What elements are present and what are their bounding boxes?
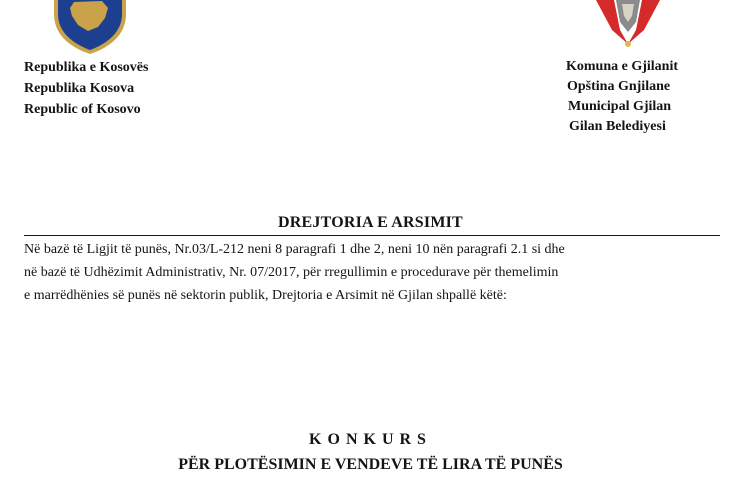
- department-heading: DREJTORIA E ARSIMIT: [278, 214, 463, 231]
- intro-paragraph: [24, 238, 724, 307]
- country-name-serbian: Republika Kosova: [24, 81, 135, 96]
- cutoff-text-line: [140, 478, 570, 486]
- konkurs-subtitle: PËR PLOTËSIMIN E VENDEVE TË LIRA TË PUNËS: [178, 456, 563, 473]
- header-right-municipality: [566, 57, 678, 137]
- intro-line: e marrëdhënies së punës në sektorin publik, Drejtoria e Arsimit në Gjilan shpallë këtë:: [24, 288, 507, 303]
- country-name-albanian: Republika e Kosovës: [24, 60, 149, 75]
- country-name-english: Republic of Kosovo: [24, 102, 141, 117]
- intro-line: në bazë të Udhëzimit Administrativ, Nr. 07/2017, për rregullimin e procedurave për themelimin: [24, 265, 559, 280]
- municipality-name-turkish: Gilan Belediyesi: [569, 119, 666, 134]
- intro-line: Në bazë të Ligjit të punës, Nr.03/L-212 neni 8 paragrafi 1 dhe 2, neni 10 nën paragrafi 2.1 si dhe: [24, 242, 565, 257]
- kosovo-coat-of-arms-icon: [48, 0, 132, 54]
- gjilan-emblem-icon: [592, 0, 664, 48]
- municipality-name-albanian: Komuna e Gjilanit: [566, 59, 679, 74]
- konkurs-title: KONKURS: [309, 431, 432, 448]
- municipality-name-english: Municipal Gjilan: [568, 99, 672, 114]
- municipality-name-serbian: Opština Gnjilane: [567, 79, 671, 94]
- header-left-country: [24, 57, 148, 120]
- heading-divider: [24, 235, 720, 236]
